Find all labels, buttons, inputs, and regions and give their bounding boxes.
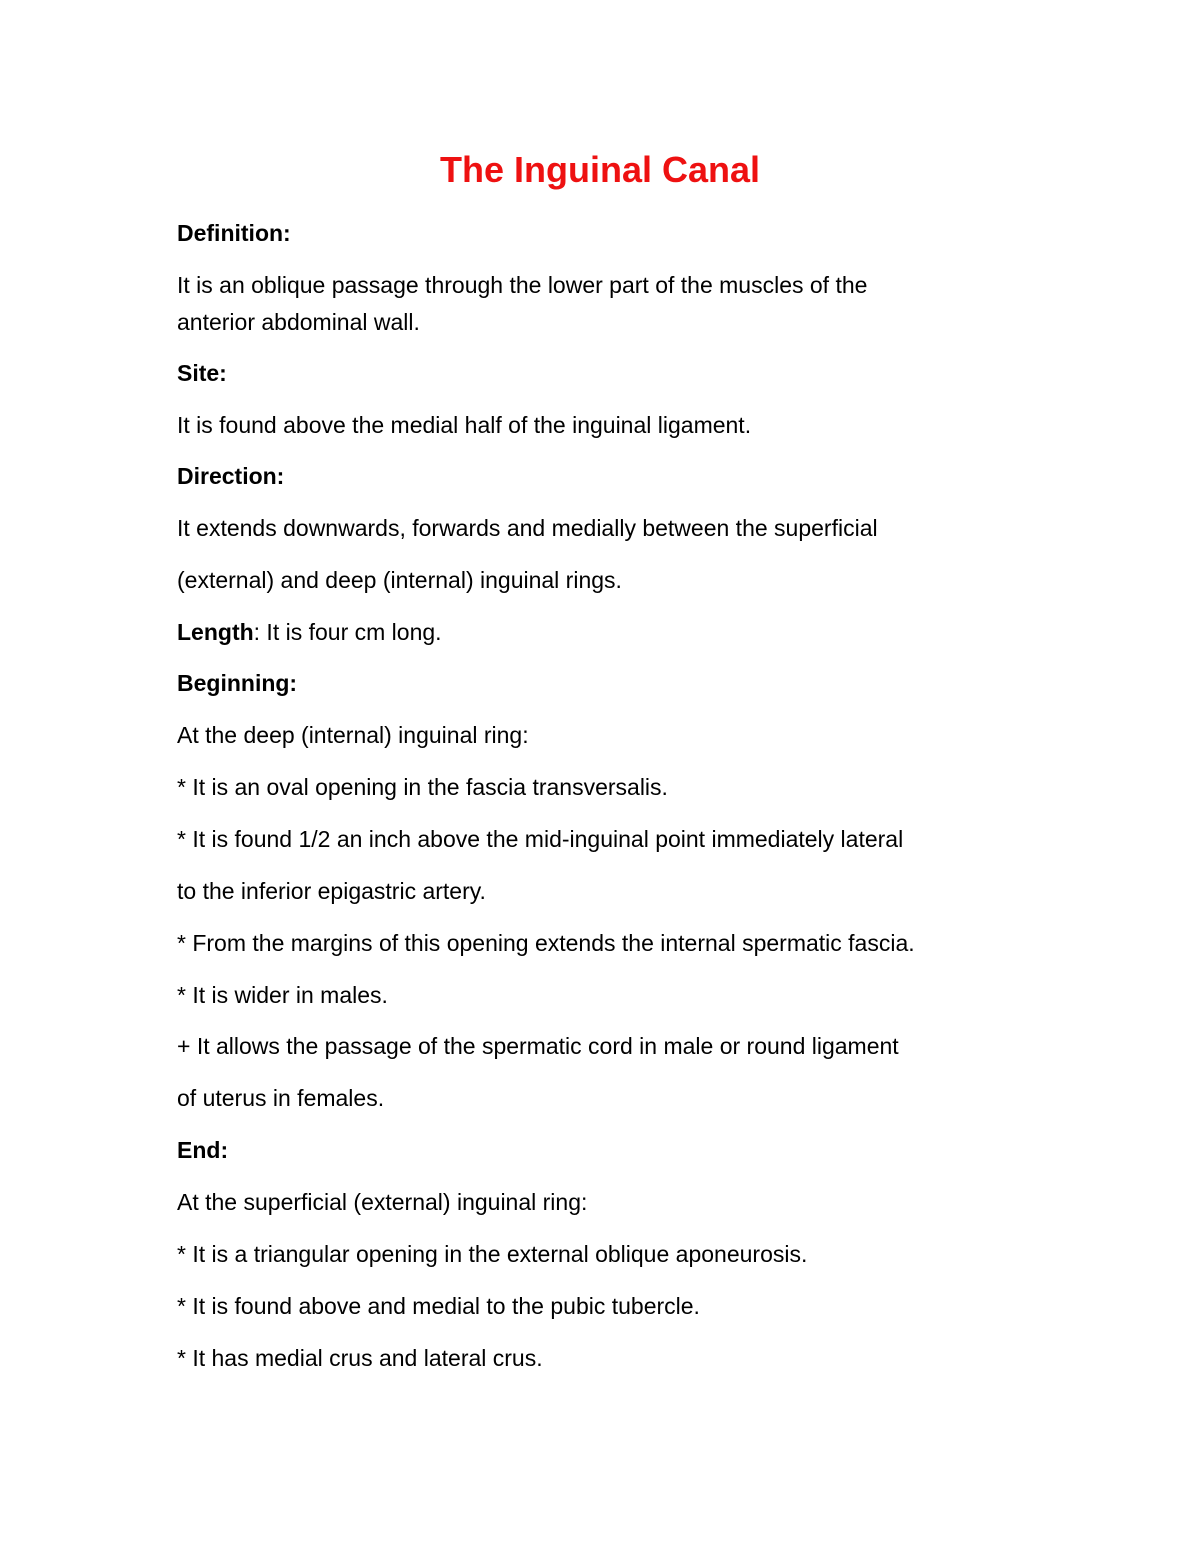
heading-end: End: (177, 1137, 229, 1163)
length-text: : It is four cm long. (253, 619, 442, 645)
list-item-continuation: of uterus in females. (177, 1085, 385, 1111)
paragraph-line: It is an oblique passage through the lower part of the muscles of the (177, 272, 868, 298)
paragraph-line: At the superficial (external) inguinal ring: (177, 1189, 588, 1215)
list-item-continuation: to the inferior epigastric artery. (177, 878, 486, 904)
length-label: Length (177, 619, 254, 645)
list-item: * It is an oval opening in the fascia transversalis. (177, 774, 668, 800)
paragraph-line: anterior abdominal wall. (177, 309, 420, 335)
paragraph-line: It extends downwards, forwards and medially between the superficial (177, 515, 878, 541)
heading-definition: Definition: (177, 220, 291, 246)
list-item: * It is a triangular opening in the external oblique aponeurosis. (177, 1241, 808, 1267)
paragraph-line: At the deep (internal) inguinal ring: (177, 722, 529, 748)
list-item: * It is found above and medial to the pubic tubercle. (177, 1293, 700, 1319)
paragraph-line: (external) and deep (internal) inguinal rings. (177, 567, 622, 593)
list-item: * From the margins of this opening extends the internal spermatic fascia. (177, 930, 915, 956)
list-item: * It has medial crus and lateral crus. (177, 1345, 543, 1371)
document-title: The Inguinal Canal (439, 149, 761, 190)
heading-direction: Direction: (177, 463, 285, 489)
heading-beginning: Beginning: (177, 670, 298, 696)
heading-site: Site: (177, 360, 227, 386)
paragraph-line: It is found above the medial half of the inguinal ligament. (177, 412, 752, 438)
list-item: + It allows the passage of the spermatic cord in male or round ligament (177, 1033, 899, 1059)
list-item: * It is wider in males. (177, 982, 388, 1008)
length-line (177, 617, 442, 647)
list-item: * It is found 1/2 an inch above the mid-inguinal point immediately lateral (177, 826, 904, 852)
